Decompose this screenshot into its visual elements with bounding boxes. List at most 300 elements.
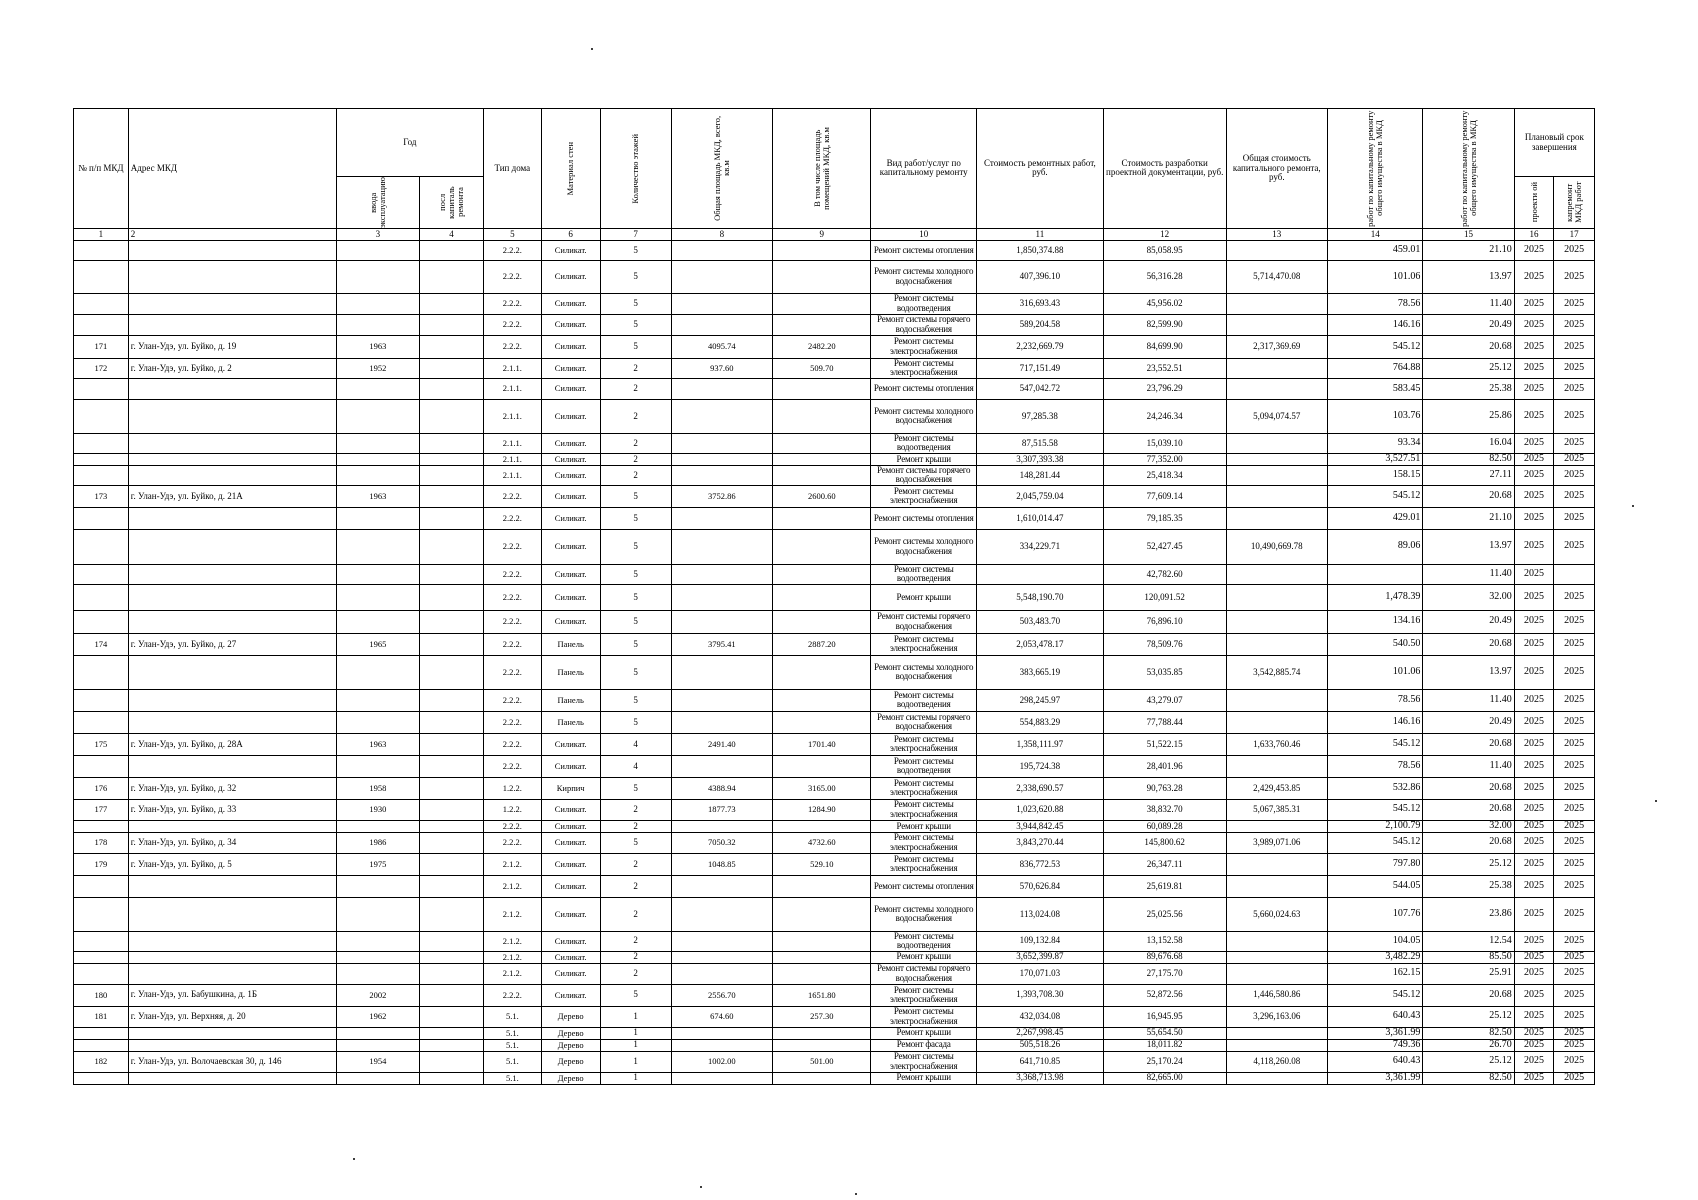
work-cost-cell: 3,944,842.45 bbox=[976, 820, 1103, 832]
deadline-design-cell: 2025 bbox=[1514, 655, 1554, 689]
floors-cell: 2 bbox=[600, 465, 671, 485]
total-area-cell: 674.60 bbox=[671, 1006, 772, 1027]
floors-cell: 5 bbox=[600, 610, 671, 633]
deadline-design-cell: 2025 bbox=[1514, 951, 1554, 963]
total-area-cell bbox=[671, 689, 772, 711]
total-area-cell bbox=[671, 820, 772, 832]
floors-cell: 2 bbox=[600, 963, 671, 984]
design-per-sqm-cell: 82.50 bbox=[1423, 1072, 1514, 1084]
cost-per-sqm-cell: 162.15 bbox=[1328, 963, 1423, 984]
floors-cell: 2 bbox=[600, 951, 671, 963]
house-number-cell bbox=[74, 453, 129, 465]
deadline-works-cell: 2025 bbox=[1554, 507, 1595, 529]
design-per-sqm-cell: 25.38 bbox=[1423, 378, 1514, 399]
work-type-cell: Ремонт системы холодного водоснабжения bbox=[871, 529, 977, 564]
deadline-design-cell: 2025 bbox=[1514, 777, 1554, 799]
cost-per-sqm-cell: 459.01 bbox=[1328, 240, 1423, 260]
wall-material-cell: Дерево bbox=[541, 1072, 600, 1084]
col-wall-material-header: Материал стен bbox=[541, 109, 600, 229]
cost-per-sqm-cell: 545.12 bbox=[1328, 799, 1423, 820]
work-cost-cell: 505,518.26 bbox=[976, 1039, 1103, 1051]
house-number-cell bbox=[74, 875, 129, 897]
table-row bbox=[74, 529, 1595, 564]
total-area-cell bbox=[671, 584, 772, 610]
design-cost-cell: 84,699.90 bbox=[1103, 335, 1226, 358]
house-type-cell: 2.2.2. bbox=[483, 564, 541, 584]
premises-area-cell: 1284.90 bbox=[773, 799, 871, 820]
year-commission-cell bbox=[336, 314, 419, 335]
cost-per-sqm-cell: 797.80 bbox=[1328, 853, 1423, 875]
cost-per-sqm-cell: 78.56 bbox=[1328, 293, 1423, 314]
deadline-works-cell: 2025 bbox=[1554, 314, 1595, 335]
design-cost-cell: 52,872.56 bbox=[1103, 984, 1226, 1006]
table-row bbox=[74, 711, 1595, 733]
work-cost-cell: 717,151.49 bbox=[976, 358, 1103, 378]
table-row bbox=[74, 260, 1595, 293]
premises-area-cell: 4732.60 bbox=[773, 832, 871, 853]
column-number: 3 bbox=[336, 228, 419, 240]
total-cost-cell bbox=[1226, 584, 1327, 610]
deadline-design-cell: 2025 bbox=[1514, 485, 1554, 507]
year-overhaul-cell bbox=[419, 1072, 483, 1084]
deadline-works-cell: 2025 bbox=[1554, 335, 1595, 358]
year-commission-cell: 1958 bbox=[336, 777, 419, 799]
cost-per-sqm-cell: 583.45 bbox=[1328, 378, 1423, 399]
work-cost-cell: 1,850,374.88 bbox=[976, 240, 1103, 260]
total-area-cell: 4388.94 bbox=[671, 777, 772, 799]
total-cost-cell: 1,633,760.46 bbox=[1226, 733, 1327, 755]
year-overhaul-cell bbox=[419, 951, 483, 963]
design-cost-cell: 55,654.50 bbox=[1103, 1027, 1226, 1039]
deadline-works-cell: 2025 bbox=[1554, 897, 1595, 931]
wall-material-cell: Силикат. bbox=[541, 335, 600, 358]
total-cost-cell: 5,094,074.57 bbox=[1226, 399, 1327, 433]
table-row bbox=[74, 755, 1595, 777]
table-row bbox=[74, 853, 1595, 875]
total-cost-cell: 5,660,024.63 bbox=[1226, 897, 1327, 931]
cost-per-sqm-cell: 101.06 bbox=[1328, 260, 1423, 293]
total-cost-cell bbox=[1226, 755, 1327, 777]
year-overhaul-cell bbox=[419, 260, 483, 293]
total-cost-cell: 2,429,453.85 bbox=[1226, 777, 1327, 799]
address-cell: г. Улан-Удэ, ул. Буйко, д. 5 bbox=[128, 853, 336, 875]
design-cost-cell: 23,796.29 bbox=[1103, 378, 1226, 399]
col-deadline-works-header: капремонт МКД работ bbox=[1554, 177, 1595, 229]
column-number: 10 bbox=[871, 228, 977, 240]
deadline-design-cell: 2025 bbox=[1514, 1072, 1554, 1084]
table-row bbox=[74, 689, 1595, 711]
floors-cell: 1 bbox=[600, 1027, 671, 1039]
design-per-sqm-cell: 20.68 bbox=[1423, 984, 1514, 1006]
floors-cell: 5 bbox=[600, 529, 671, 564]
house-type-cell: 2.2.2. bbox=[483, 335, 541, 358]
deadline-works-cell: 2025 bbox=[1554, 777, 1595, 799]
design-cost-cell: 45,956.02 bbox=[1103, 293, 1226, 314]
total-area-cell bbox=[671, 465, 772, 485]
work-cost-cell: 432,034.08 bbox=[976, 1006, 1103, 1027]
work-type-cell: Ремонт системы водоотведения bbox=[871, 293, 977, 314]
total-area-cell bbox=[671, 507, 772, 529]
cost-per-sqm-cell: 3,361.99 bbox=[1328, 1027, 1423, 1039]
address-cell bbox=[128, 610, 336, 633]
year-commission-cell bbox=[336, 465, 419, 485]
total-cost-cell bbox=[1226, 711, 1327, 733]
cost-per-sqm-cell: 540.50 bbox=[1328, 633, 1423, 655]
wall-material-cell: Силикат. bbox=[541, 314, 600, 335]
floors-cell: 5 bbox=[600, 655, 671, 689]
house-number-cell bbox=[74, 564, 129, 584]
cost-per-sqm-cell: 89.06 bbox=[1328, 529, 1423, 564]
house-type-cell: 2.1.1. bbox=[483, 378, 541, 399]
table-row bbox=[74, 931, 1595, 951]
total-cost-cell bbox=[1226, 963, 1327, 984]
year-commission-cell bbox=[336, 529, 419, 564]
work-cost-cell: 334,229.71 bbox=[976, 529, 1103, 564]
wall-material-cell: Силикат. bbox=[541, 507, 600, 529]
address-cell bbox=[128, 755, 336, 777]
cost-per-sqm-cell: 640.43 bbox=[1328, 1006, 1423, 1027]
address-cell bbox=[128, 1027, 336, 1039]
house-type-cell: 2.2.2. bbox=[483, 820, 541, 832]
total-cost-cell bbox=[1226, 931, 1327, 951]
year-overhaul-cell bbox=[419, 1051, 483, 1072]
deadline-works-cell: 2025 bbox=[1554, 832, 1595, 853]
work-cost-cell: 570,626.84 bbox=[976, 875, 1103, 897]
work-cost-cell: 170,071.03 bbox=[976, 963, 1103, 984]
house-number-cell bbox=[74, 689, 129, 711]
table-row bbox=[74, 820, 1595, 832]
design-per-sqm-cell: 11.40 bbox=[1423, 564, 1514, 584]
year-overhaul-cell bbox=[419, 314, 483, 335]
total-cost-cell bbox=[1226, 240, 1327, 260]
house-type-cell: 2.2.2. bbox=[483, 260, 541, 293]
work-cost-cell: 836,772.53 bbox=[976, 853, 1103, 875]
wall-material-cell: Силикат. bbox=[541, 293, 600, 314]
design-per-sqm-cell: 25.12 bbox=[1423, 358, 1514, 378]
deadline-works-cell: 2025 bbox=[1554, 293, 1595, 314]
floors-cell: 2 bbox=[600, 875, 671, 897]
year-commission-cell bbox=[336, 293, 419, 314]
deadline-design-cell: 2025 bbox=[1514, 1027, 1554, 1039]
deadline-design-cell: 2025 bbox=[1514, 378, 1554, 399]
work-type-cell: Ремонт системы отопления bbox=[871, 875, 977, 897]
table-row bbox=[74, 485, 1595, 507]
work-type-cell: Ремонт системы электроснабжения bbox=[871, 799, 977, 820]
design-per-sqm-cell: 11.40 bbox=[1423, 293, 1514, 314]
deadline-design-cell: 2025 bbox=[1514, 755, 1554, 777]
column-number: 11 bbox=[976, 228, 1103, 240]
design-per-sqm-cell: 23.86 bbox=[1423, 897, 1514, 931]
premises-area-cell bbox=[773, 399, 871, 433]
work-type-cell: Ремонт системы электроснабжения bbox=[871, 1006, 977, 1027]
house-number-cell bbox=[74, 711, 129, 733]
house-type-cell: 2.2.2. bbox=[483, 610, 541, 633]
total-area-cell bbox=[671, 610, 772, 633]
address-cell: г. Улан-Удэ, ул. Верхняя, д. 20 bbox=[128, 1006, 336, 1027]
table-row bbox=[74, 358, 1595, 378]
design-per-sqm-cell: 32.00 bbox=[1423, 820, 1514, 832]
table-row bbox=[74, 1027, 1595, 1039]
design-cost-cell: 26,347.11 bbox=[1103, 853, 1226, 875]
premises-area-cell bbox=[773, 875, 871, 897]
col-work-cost-header: Стоимость ремонтных работ, руб. bbox=[976, 109, 1103, 229]
year-commission-cell bbox=[336, 584, 419, 610]
deadline-works-cell: 2025 bbox=[1554, 584, 1595, 610]
house-type-cell: 2.2.2. bbox=[483, 755, 541, 777]
table-row bbox=[74, 507, 1595, 529]
year-overhaul-cell bbox=[419, 564, 483, 584]
house-number-cell bbox=[74, 507, 129, 529]
table-row bbox=[74, 832, 1595, 853]
deadline-design-cell: 2025 bbox=[1514, 529, 1554, 564]
design-per-sqm-cell: 20.68 bbox=[1423, 335, 1514, 358]
design-per-sqm-cell: 13.97 bbox=[1423, 529, 1514, 564]
wall-material-cell: Дерево bbox=[541, 1027, 600, 1039]
floors-cell: 5 bbox=[600, 777, 671, 799]
work-cost-cell: 547,042.72 bbox=[976, 378, 1103, 399]
wall-material-cell: Силикат. bbox=[541, 799, 600, 820]
deadline-works-cell bbox=[1554, 564, 1595, 584]
work-type-cell: Ремонт системы водоотведения bbox=[871, 931, 977, 951]
house-type-cell: 2.2.2. bbox=[483, 485, 541, 507]
design-per-sqm-cell: 82.50 bbox=[1423, 1027, 1514, 1039]
address-cell bbox=[128, 931, 336, 951]
work-type-cell: Ремонт системы отопления bbox=[871, 240, 977, 260]
year-overhaul-cell bbox=[419, 453, 483, 465]
deadline-works-cell: 2025 bbox=[1554, 733, 1595, 755]
total-cost-cell bbox=[1226, 378, 1327, 399]
house-number-cell bbox=[74, 529, 129, 564]
design-per-sqm-cell: 12.54 bbox=[1423, 931, 1514, 951]
wall-material-cell: Силикат. bbox=[541, 453, 600, 465]
design-per-sqm-cell: 21.10 bbox=[1423, 240, 1514, 260]
work-cost-cell: 1,023,620.88 bbox=[976, 799, 1103, 820]
deadline-design-cell: 2025 bbox=[1514, 335, 1554, 358]
house-type-cell: 2.1.1. bbox=[483, 465, 541, 485]
house-type-cell: 2.2.2. bbox=[483, 507, 541, 529]
floors-cell: 2 bbox=[600, 399, 671, 433]
capital-repair-table bbox=[73, 108, 1595, 1085]
year-commission-cell bbox=[336, 963, 419, 984]
house-type-cell: 2.1.1. bbox=[483, 453, 541, 465]
table-row bbox=[74, 655, 1595, 689]
deadline-design-cell: 2025 bbox=[1514, 507, 1554, 529]
work-cost-cell: 1,393,708.30 bbox=[976, 984, 1103, 1006]
total-cost-cell bbox=[1226, 633, 1327, 655]
work-type-cell: Ремонт системы горячего водоснабжения bbox=[871, 963, 977, 984]
column-number: 14 bbox=[1328, 228, 1423, 240]
column-number-row bbox=[74, 228, 1595, 240]
design-cost-cell: 15,039.10 bbox=[1103, 433, 1226, 453]
work-type-cell: Ремонт крыши bbox=[871, 1072, 977, 1084]
total-cost-cell bbox=[1226, 1072, 1327, 1084]
total-cost-cell bbox=[1226, 485, 1327, 507]
wall-material-cell: Силикат. bbox=[541, 260, 600, 293]
work-type-cell: Ремонт системы холодного водоснабжения bbox=[871, 655, 977, 689]
deadline-works-cell: 2025 bbox=[1554, 453, 1595, 465]
year-overhaul-cell bbox=[419, 433, 483, 453]
total-cost-cell bbox=[1226, 853, 1327, 875]
work-type-cell: Ремонт системы электроснабжения bbox=[871, 733, 977, 755]
cost-per-sqm-cell: 158.15 bbox=[1328, 465, 1423, 485]
floors-cell: 5 bbox=[600, 293, 671, 314]
floors-cell: 5 bbox=[600, 240, 671, 260]
table-row bbox=[74, 378, 1595, 399]
address-cell: г. Улан-Удэ, ул. Буйко, д. 34 bbox=[128, 832, 336, 853]
year-commission-cell bbox=[336, 951, 419, 963]
table-row bbox=[74, 1006, 1595, 1027]
house-type-cell: 2.2.2. bbox=[483, 711, 541, 733]
cost-per-sqm-cell: 93.34 bbox=[1328, 433, 1423, 453]
design-cost-cell: 89,676.68 bbox=[1103, 951, 1226, 963]
total-area-cell bbox=[671, 529, 772, 564]
design-per-sqm-cell: 20.68 bbox=[1423, 633, 1514, 655]
wall-material-cell: Силикат. bbox=[541, 875, 600, 897]
year-commission-cell bbox=[336, 260, 419, 293]
house-type-cell: 2.2.2. bbox=[483, 655, 541, 689]
total-area-cell bbox=[671, 655, 772, 689]
column-number: 13 bbox=[1226, 228, 1327, 240]
total-area-cell bbox=[671, 260, 772, 293]
column-number: 7 bbox=[600, 228, 671, 240]
year-commission-cell: 1963 bbox=[336, 485, 419, 507]
premises-area-cell: 1701.40 bbox=[773, 733, 871, 755]
house-number-cell bbox=[74, 655, 129, 689]
deadline-design-cell: 2025 bbox=[1514, 711, 1554, 733]
design-cost-cell: 77,352.00 bbox=[1103, 453, 1226, 465]
year-overhaul-cell bbox=[419, 875, 483, 897]
deadline-design-cell: 2025 bbox=[1514, 260, 1554, 293]
total-area-cell bbox=[671, 1039, 772, 1051]
house-type-cell: 2.1.1. bbox=[483, 433, 541, 453]
total-area-cell bbox=[671, 963, 772, 984]
total-cost-cell bbox=[1226, 358, 1327, 378]
design-cost-cell: 42,782.60 bbox=[1103, 564, 1226, 584]
year-commission-cell bbox=[336, 689, 419, 711]
design-cost-cell: 25,025.56 bbox=[1103, 897, 1226, 931]
design-per-sqm-cell: 25.12 bbox=[1423, 1051, 1514, 1072]
cost-per-sqm-cell: 545.12 bbox=[1328, 733, 1423, 755]
deadline-design-cell: 2025 bbox=[1514, 240, 1554, 260]
year-commission-cell bbox=[336, 399, 419, 433]
address-cell: г. Улан-Удэ, ул. Буйко, д. 19 bbox=[128, 335, 336, 358]
wall-material-cell: Силикат. bbox=[541, 564, 600, 584]
year-commission-cell bbox=[336, 507, 419, 529]
work-cost-cell: 1,610,014.47 bbox=[976, 507, 1103, 529]
total-area-cell: 1048.85 bbox=[671, 853, 772, 875]
house-number-cell bbox=[74, 1039, 129, 1051]
work-type-cell: Ремонт системы электроснабжения bbox=[871, 853, 977, 875]
year-commission-cell: 1975 bbox=[336, 853, 419, 875]
premises-area-cell bbox=[773, 564, 871, 584]
year-commission-cell: 1962 bbox=[336, 1006, 419, 1027]
year-commission-cell: 2002 bbox=[336, 984, 419, 1006]
deadline-works-cell: 2025 bbox=[1554, 931, 1595, 951]
address-cell: г. Улан-Удэ, ул. Буйко, д. 21А bbox=[128, 485, 336, 507]
total-cost-cell: 3,296,163.06 bbox=[1226, 1006, 1327, 1027]
year-commission-cell bbox=[336, 453, 419, 465]
design-cost-cell: 25,170.24 bbox=[1103, 1051, 1226, 1072]
wall-material-cell: Кирпич bbox=[541, 777, 600, 799]
address-cell bbox=[128, 875, 336, 897]
address-cell bbox=[128, 314, 336, 335]
work-cost-cell: 554,883.29 bbox=[976, 711, 1103, 733]
design-cost-cell: 51,522.15 bbox=[1103, 733, 1226, 755]
table-row bbox=[74, 465, 1595, 485]
design-cost-cell: 90,763.28 bbox=[1103, 777, 1226, 799]
total-cost-cell: 3,989,071.06 bbox=[1226, 832, 1327, 853]
year-overhaul-cell bbox=[419, 963, 483, 984]
table-row bbox=[74, 1039, 1595, 1051]
cost-per-sqm-cell: 103.76 bbox=[1328, 399, 1423, 433]
year-commission-cell: 1963 bbox=[336, 733, 419, 755]
year-overhaul-cell bbox=[419, 529, 483, 564]
design-per-sqm-cell: 20.68 bbox=[1423, 799, 1514, 820]
premises-area-cell bbox=[773, 378, 871, 399]
deadline-works-cell: 2025 bbox=[1554, 1039, 1595, 1051]
year-commission-cell: 1963 bbox=[336, 335, 419, 358]
year-commission-cell bbox=[336, 564, 419, 584]
col-deadline-design-header: проекти ой bbox=[1514, 177, 1554, 229]
work-cost-cell: 3,843,270.44 bbox=[976, 832, 1103, 853]
wall-material-cell: Силикат. bbox=[541, 931, 600, 951]
work-cost-cell bbox=[976, 564, 1103, 584]
wall-material-cell: Силикат. bbox=[541, 240, 600, 260]
total-area-cell: 3752.86 bbox=[671, 485, 772, 507]
year-commission-cell bbox=[336, 711, 419, 733]
total-area-cell bbox=[671, 240, 772, 260]
year-overhaul-cell bbox=[419, 1006, 483, 1027]
year-overhaul-cell bbox=[419, 399, 483, 433]
design-per-sqm-cell: 25.86 bbox=[1423, 399, 1514, 433]
table-row bbox=[74, 453, 1595, 465]
deadline-works-cell: 2025 bbox=[1554, 853, 1595, 875]
house-type-cell: 2.2.2. bbox=[483, 584, 541, 610]
premises-area-cell: 2600.60 bbox=[773, 485, 871, 507]
cost-per-sqm-cell: 146.16 bbox=[1328, 314, 1423, 335]
house-number-cell bbox=[74, 755, 129, 777]
floors-cell: 2 bbox=[600, 378, 671, 399]
column-number: 5 bbox=[483, 228, 541, 240]
premises-area-cell: 3165.00 bbox=[773, 777, 871, 799]
design-cost-cell: 52,427.45 bbox=[1103, 529, 1226, 564]
house-type-cell: 2.1.2. bbox=[483, 853, 541, 875]
year-overhaul-cell bbox=[419, 897, 483, 931]
floors-cell: 2 bbox=[600, 931, 671, 951]
year-overhaul-cell bbox=[419, 931, 483, 951]
premises-area-cell bbox=[773, 610, 871, 633]
table-row bbox=[74, 335, 1595, 358]
year-overhaul-cell bbox=[419, 655, 483, 689]
year-commission-cell: 1952 bbox=[336, 358, 419, 378]
total-area-cell bbox=[671, 399, 772, 433]
house-number-cell bbox=[74, 433, 129, 453]
address-cell bbox=[128, 711, 336, 733]
work-type-cell: Ремонт системы холодного водоснабжения bbox=[871, 399, 977, 433]
deadline-design-cell: 2025 bbox=[1514, 584, 1554, 610]
floors-cell: 1 bbox=[600, 1006, 671, 1027]
total-area-cell bbox=[671, 951, 772, 963]
house-type-cell: 5.1. bbox=[483, 1006, 541, 1027]
year-overhaul-cell bbox=[419, 378, 483, 399]
wall-material-cell: Силикат. bbox=[541, 755, 600, 777]
premises-area-cell bbox=[773, 584, 871, 610]
total-cost-cell bbox=[1226, 507, 1327, 529]
house-type-cell: 2.2.2. bbox=[483, 832, 541, 853]
floors-cell: 5 bbox=[600, 832, 671, 853]
total-area-cell bbox=[671, 897, 772, 931]
year-overhaul-cell bbox=[419, 799, 483, 820]
